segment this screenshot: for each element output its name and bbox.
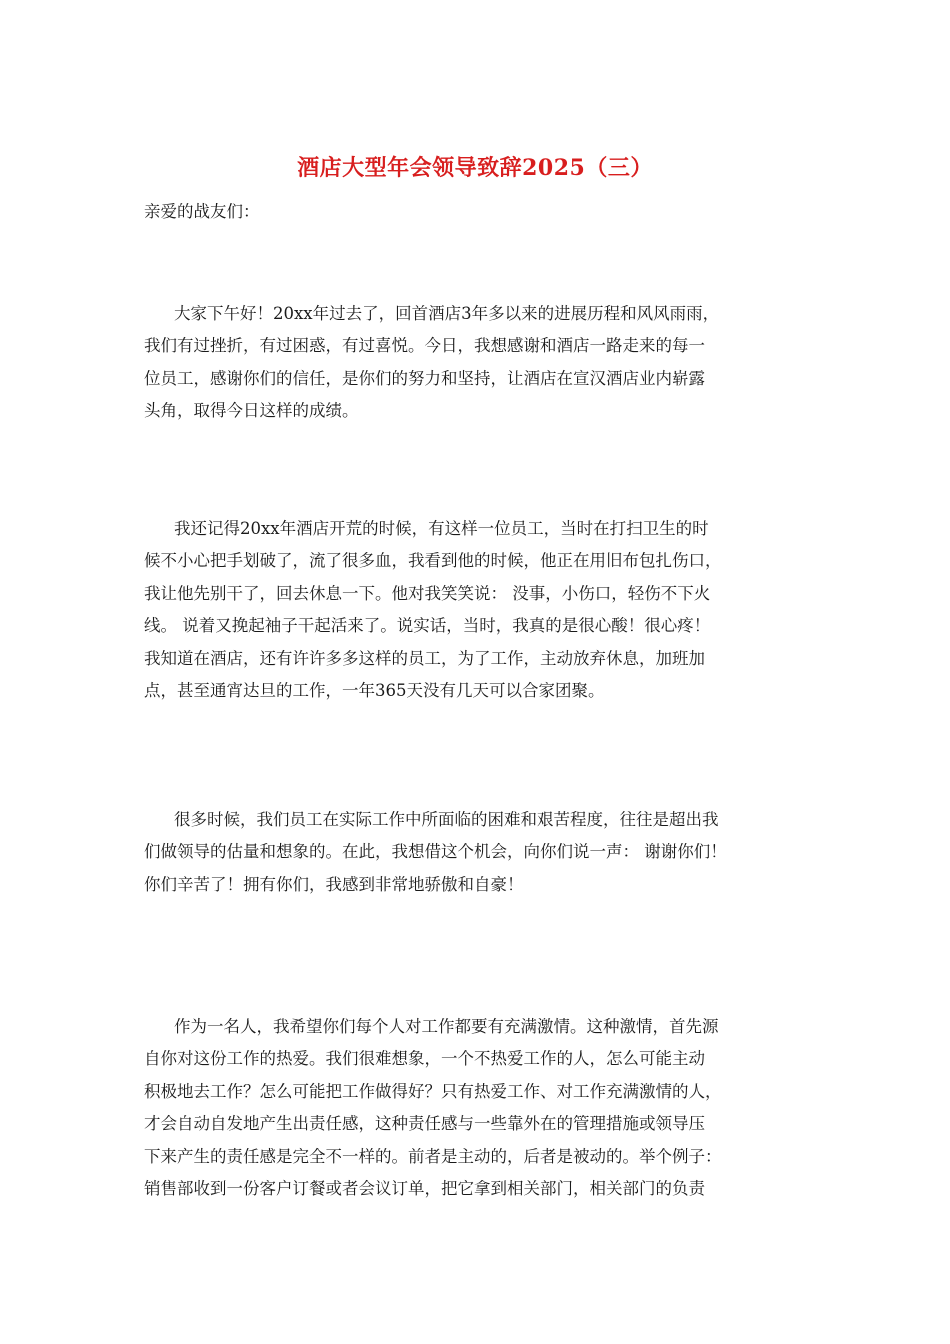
paragraph-line: 自你对这份工作的热爱。我们很难想象，一个不热爱工作的人，怎么可能主动 — [144, 1049, 705, 1069]
paragraph-line: 你们辛苦了！拥有你们，我感到非常地骄傲和自豪！ — [144, 874, 524, 894]
paragraph-line: 下来产生的责任感是完全不一样的。前者是主动的，后者是被动的。举个例子： — [144, 1146, 722, 1166]
salutation: 亲爱的战友们： — [144, 202, 260, 221]
document-title: 酒店大型年会领导致辞2025（三） — [297, 155, 653, 181]
paragraph-line: 我让他先别干了，回去休息一下。他对我笑笑说： 没事，小伤口，轻伤不下火 — [144, 583, 711, 603]
paragraph-line: 我还记得20xx年酒店开荒的时候，有这样一位员工，当时在打扫卫生的时 — [174, 519, 709, 538]
paragraph-line: 积极地去工作？怎么可能把工作做得好？只有热爱工作、对工作充满激情的人， — [144, 1081, 722, 1101]
paragraph-line: 我们有过挫折，有过困惑，有过喜悦。今日，我想感谢和酒店一路走来的每一 — [144, 336, 705, 356]
paragraph-line: 作为一名人，我希望你们每个人对工作都要有充满激情。这种激情，首先源 — [174, 1017, 719, 1036]
paragraph-line: 点，甚至通宵达旦的工作，一年365天没有几天可以合家团聚。 — [144, 680, 605, 700]
paragraph-line: 大家下午好！20xx年过去了，回首酒店3年多以来的进展历程和风风雨雨， — [174, 304, 720, 323]
paragraph-3 — [144, 804, 824, 901]
paragraph-line: 很多时候，我们员工在实际工作中所面临的困难和艰苦程度，往往是超出我 — [174, 810, 719, 829]
paragraph-line: 头角，取得今日这样的成绩。 — [144, 401, 359, 421]
paragraph-line: 线。 说着又挽起袖子干起活来了。说实话，当时，我真的是很心酸！很心疼！ — [144, 616, 711, 636]
paragraph-line: 销售部收到一份客户订餐或者会议订单，把它拿到相关部门，相关部门的负责 — [144, 1178, 705, 1198]
paragraph-line: 们做领导的估量和想象的。在此，我想借这个机会，向你们说一声： 谢谢你们！ — [144, 842, 727, 862]
paragraph-4 — [144, 1011, 824, 1205]
paragraph-2 — [144, 513, 824, 707]
paragraph-line: 我知道在酒店，还有许许多多这样的员工，为了工作，主动放弃休息，加班加 — [144, 648, 705, 668]
paragraph-line: 位员工，感谢你们的信任，是你们的努力和坚持，让酒店在宣汉酒店业内崭露 — [144, 368, 705, 388]
paragraph-line: 才会自动自发地产生出责任感，这种责任感与一些靠外在的管理措施或领导压 — [144, 1114, 705, 1134]
paragraph-line: 候不小心把手划破了，流了很多血，我看到他的时候，他正在用旧布包扎伤口， — [144, 551, 722, 571]
paragraph-1 — [144, 298, 824, 428]
